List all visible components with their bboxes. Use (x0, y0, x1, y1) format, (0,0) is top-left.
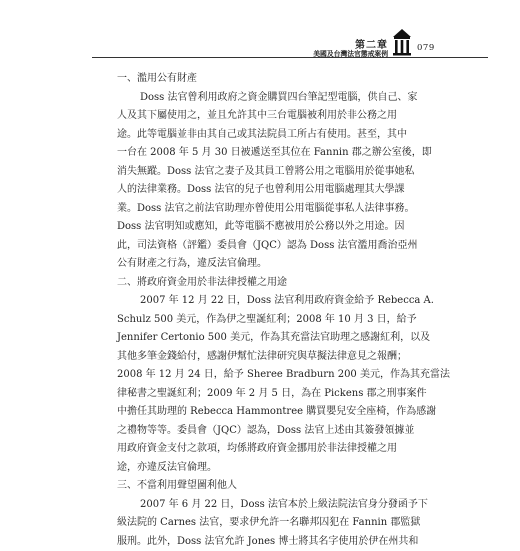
section-heading-2: 二、將政府資金用於非法律授權之用途 (117, 274, 417, 293)
chapter-subtitle: 美國及台灣法官懲戒案例 (290, 48, 388, 58)
text-line: 2007 年 6 月 22 日，Doss 法官本於上級法院法官身分發函予下 (117, 496, 417, 515)
section-paragraph-3 (117, 496, 417, 551)
section-heading-3: 三、不當利用聲望圖利他人 (117, 477, 417, 496)
pillared-building-icon (392, 28, 412, 58)
text-line: 此，司法資格（評鑑）委員會（JQC）認為 Doss 法官濫用喬治亞州 (117, 237, 417, 256)
chapter-label: 第二章 (306, 36, 388, 51)
text-line: Schulz 500 美元，作為伊之聖誕紅利；2008 年 10 月 3 日，給予 (117, 311, 417, 330)
text-line: 用政府資金支付之款項，均係將政府資金挪用於非法律授權之用 (117, 440, 417, 459)
text-line: 消失無蹤。Doss 法官之妻子及其員工曾將公用之電腦用於從事她私 (117, 163, 417, 182)
text-line: 途。此等電腦並非由其自己或其法院員工所占有使用。甚至，其中 (117, 126, 417, 145)
text-line: 2008 年 12 月 24 日，給予 Sheree Bradburn 200 美元，作為其充當法 (117, 366, 417, 385)
text-line: 業。Doss 法官之前法官助理亦曾使用公用電腦從事私人法律事務。 (117, 200, 417, 219)
text-line: 途，亦違反法官倫理。 (117, 459, 417, 478)
header-rule (92, 57, 488, 58)
text-line: Doss 法官明知或應知，此等電腦不應被用於公務以外之用途。因 (117, 218, 417, 237)
body-text (117, 70, 417, 551)
text-line: 2007 年 12 月 22 日，Doss 法官利用政府資金給予 Rebecca A. (117, 292, 417, 311)
text-line: Doss 法官曾利用政府之資金購買四台筆記型電腦，供自己、家 (117, 89, 417, 108)
text-line: 公有財產之行為，違反法官倫理。 (117, 255, 417, 274)
page-number: 079 (417, 43, 435, 53)
text-line: 中擔任其助理的 Rebecca Hammontree 購買嬰兒安全座椅，作為感謝 (117, 403, 417, 422)
text-line: 人及其下屬使用之，並且允許其中三台電腦被利用於非公務之用 (117, 107, 417, 126)
text-line: 其他多筆金錢給付，感謝伊幫忙法律研究與草擬法律意見之報酬； (117, 348, 417, 367)
text-line: 人的法律業務。Doss 法官的兒子也曾利用公用電腦處理其大學課 (117, 181, 417, 200)
section-paragraph-2 (117, 292, 417, 477)
text-line: Jennifer Certonio 500 美元，作為其充當法官助理之感謝紅利，以及 (117, 329, 417, 348)
text-line: 一台在 2008 年 5 月 30 日被遞送至其位在 Fannin 郡之辦公室後，即 (117, 144, 417, 163)
text-line: 律秘書之聖誕紅利；2009 年 2 月 5 日，為在 Pickens 郡之刑事案件 (117, 385, 417, 404)
text-line: 級法院的 Carnes 法官，要求伊允許一名聯邦囚犯在 Fannin 郡監獄 (117, 514, 417, 533)
section-heading-1: 一、濫用公有財產 (117, 70, 417, 89)
text-line: 之禮物等等。委員會（JQC）認為，Doss 法官上述由其簽發領據並 (117, 422, 417, 441)
text-line: 服刑。此外，Doss 法官允許 Jones 博士將其名字使用於伊在州共和 (117, 533, 417, 551)
section-paragraph-1 (117, 89, 417, 274)
